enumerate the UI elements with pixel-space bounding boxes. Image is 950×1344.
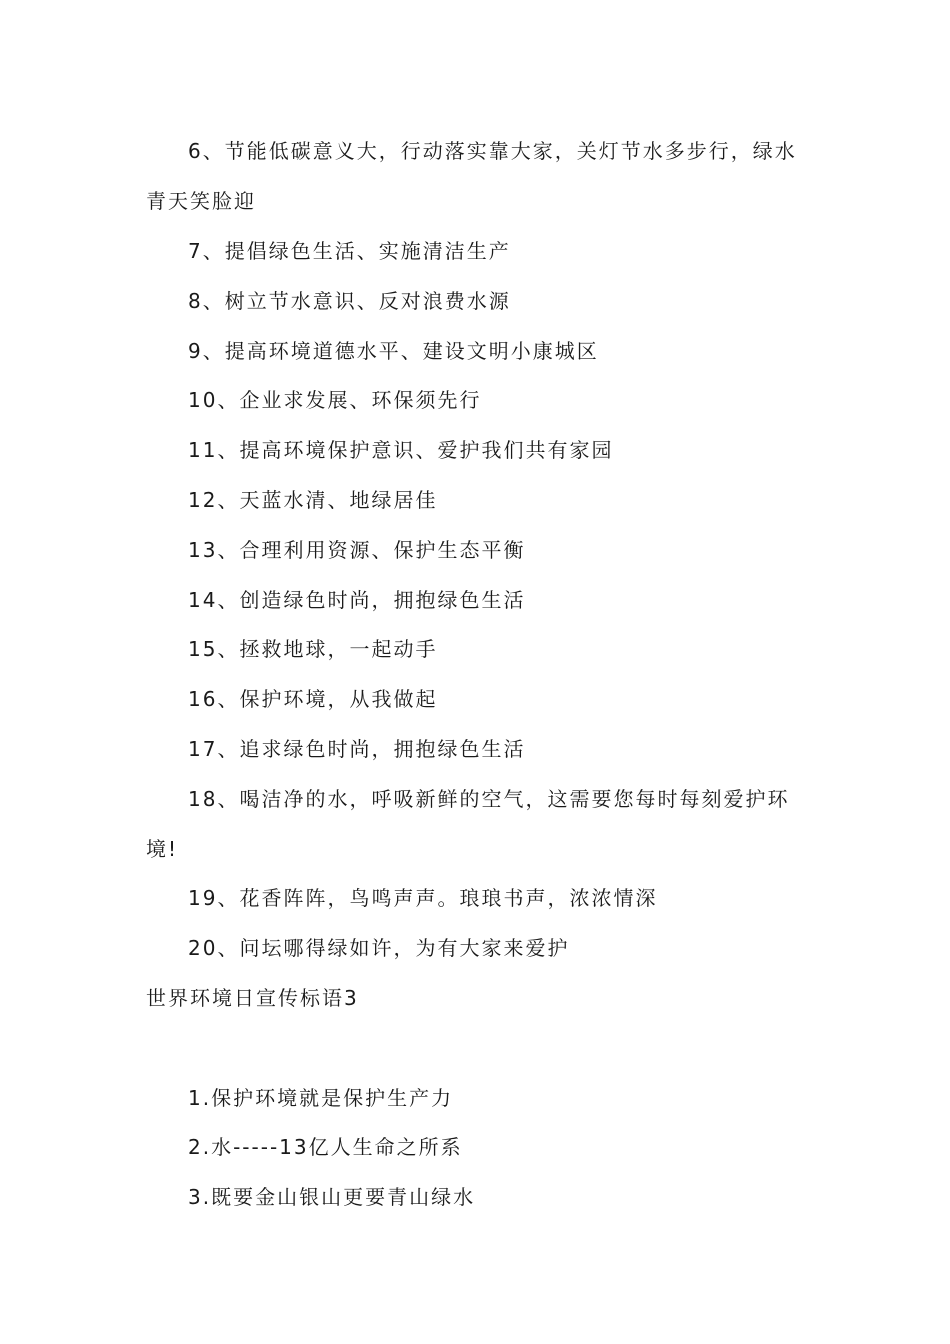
slogan-13: 13、合理利用资源、保护生态平衡	[188, 538, 526, 562]
slogan-19: 19、花香阵阵，鸟鸣声声。琅琅书声，浓浓情深	[188, 886, 658, 910]
slogan-10: 10、企业求发展、环保须先行	[188, 388, 482, 412]
slogan-18-line-2: 境!	[146, 837, 179, 861]
slogan-8: 8、树立节水意识、反对浪费水源	[188, 289, 511, 313]
slogan-16: 16、保护环境，从我做起	[188, 687, 438, 711]
slogan-17: 17、追求绿色时尚，拥抱绿色生活	[188, 737, 526, 761]
slogan-11: 11、提高环境保护意识、爱护我们共有家园	[188, 438, 614, 462]
slogan-15: 15、拯救地球，一起动手	[188, 637, 438, 661]
slogan-6-line-2: 青天笑脸迎	[146, 189, 256, 213]
slogan-20: 20、问坛哪得绿如许，为有大家来爱护	[188, 936, 570, 960]
slogan-6-line-1: 6、节能低碳意义大，行动落实靠大家，关灯节水多步行，绿水	[188, 139, 797, 163]
slogan-b-3: 3.既要金山银山更要青山绿水	[188, 1185, 476, 1209]
slogan-9: 9、提高环境道德水平、建设文明小康城区	[188, 339, 599, 363]
slogan-b-2: 2.水-----13亿人生命之所系	[188, 1135, 463, 1159]
section-heading: 世界环境日宣传标语3	[146, 986, 359, 1010]
slogan-7: 7、提倡绿色生活、实施清洁生产	[188, 239, 511, 263]
slogan-18-line-1: 18、喝洁净的水，呼吸新鲜的空气，这需要您每时每刻爱护环	[188, 787, 790, 811]
slogan-14: 14、创造绿色时尚，拥抱绿色生活	[188, 588, 526, 612]
slogan-b-1: 1.保护环境就是保护生产力	[188, 1086, 454, 1110]
slogan-12: 12、天蓝水清、地绿居佳	[188, 488, 438, 512]
